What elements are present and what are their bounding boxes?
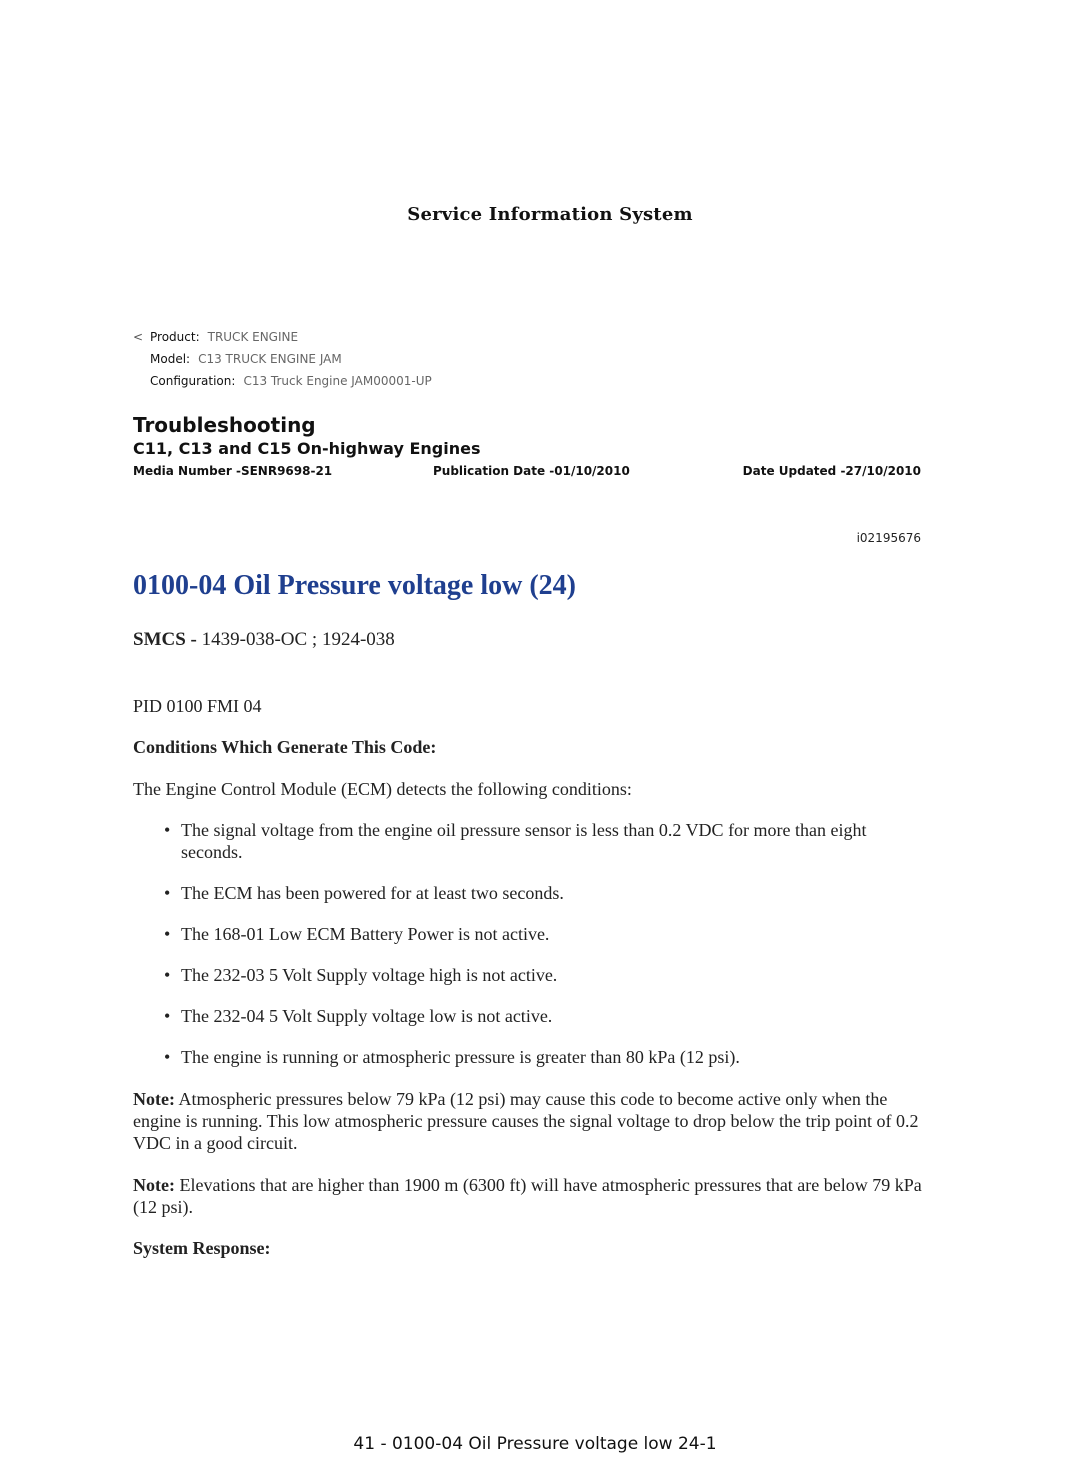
document-type: Troubleshooting [133,413,316,437]
list-item: • The ECM has been powered for at least two seconds. [164,883,564,903]
smcs-value: 1439-038-OC ; 1924-038 [196,629,395,650]
note-label: Note: [133,1089,175,1109]
back-chevron-icon[interactable]: < [133,330,144,344]
product-row [133,329,432,351]
document-id: i02195676 [856,531,921,545]
page-title: 0100-04 Oil Pressure voltage low (24) [133,570,577,601]
configuration-value: C13 Truck Engine JAM00001-UP [243,374,432,388]
publication-date: Publication Date -01/10/2010 [433,464,630,478]
smcs-code [133,629,395,651]
product-label: Product: [150,330,200,344]
note-1: Note: Atmospheric pressures below 79 kPa (12 psi) may cause this code to become active only when the engine is running. This low atmospheric pressure causes the signal voltage to drop below the trip point of 0.2 VDC in a good circuit. [133,1089,919,1153]
date-updated: Date Updated -27/10/2010 [742,464,921,478]
pid-line: PID 0100 FMI 04 [133,696,262,716]
page-footer: 41 - 0100-04 Oil Pressure voltage low 24-1 [353,1434,717,1454]
product-metadata [133,329,432,395]
list-item: • The 232-04 5 Volt Supply voltage low is not active. [164,1006,553,1026]
list-item: • The engine is running or atmospheric pressure is greater than 80 kPa (12 psi). [164,1047,740,1067]
document-subtitle: C11, C13 and C15 On-highway Engines [133,439,481,458]
model-row [133,351,432,373]
product-value: TRUCK ENGINE [207,330,299,344]
note-label: Note: [133,1175,175,1195]
model-value: C13 TRUCK ENGINE JAM [198,352,342,366]
media-number: Media Number -SENR9698-21 [133,464,333,478]
smcs-label: SMCS - [133,629,197,650]
note-2: Note: Elevations that are higher than 1900 m (6300 ft) will have atmospheric pressures that are below 79 kPa (12 psi). [133,1175,922,1217]
conditions-list [133,819,923,1068]
conditions-heading: Conditions Which Generate This Code: [133,737,437,757]
system-title: Service Information System [407,204,693,225]
list-item: • The 168-01 Low ECM Battery Power is not active. [164,924,550,944]
configuration-row [133,373,432,395]
intro-text: The Engine Control Module (ECM) detects the following conditions: [133,779,632,799]
list-item: • The signal voltage from the engine oil pressure sensor is less than 0.2 VDC for more than eight seconds. [164,820,867,862]
model-label: Model: [150,352,191,366]
system-response-heading: System Response: [133,1238,271,1258]
list-item: • The 232-03 5 Volt Supply voltage high is not active. [164,965,558,985]
configuration-label: Configuration: [150,374,236,388]
